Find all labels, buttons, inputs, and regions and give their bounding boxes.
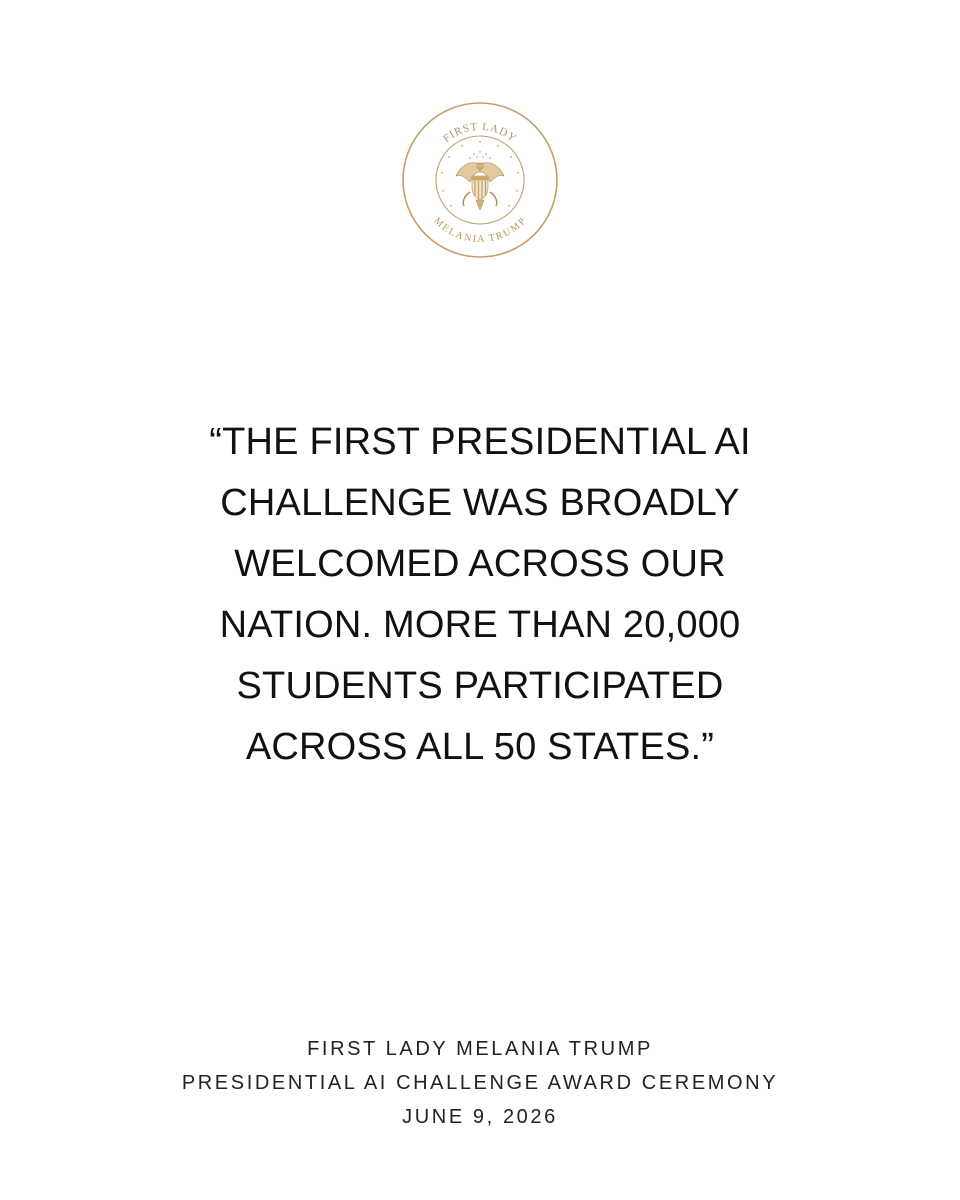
svg-text:★: ★ bbox=[447, 154, 451, 159]
quote-line: WELCOMED ACROSS OUR bbox=[234, 543, 726, 585]
attribution-event: PRESIDENTIAL AI CHALLENGE AWARD CEREMONY bbox=[181, 1072, 779, 1094]
seal-top-text: FIRST LADY bbox=[440, 120, 519, 146]
svg-text:★: ★ bbox=[478, 139, 482, 144]
first-lady-seal bbox=[400, 100, 560, 260]
attribution-name: FIRST LADY MELANIA TRUMP bbox=[307, 1038, 653, 1060]
svg-text:★: ★ bbox=[449, 203, 453, 208]
svg-text:★: ★ bbox=[515, 188, 519, 193]
quote-line: “THE FIRST PRESIDENTIAL AI bbox=[209, 421, 751, 463]
svg-text:★: ★ bbox=[509, 154, 513, 159]
attribution-date: JUNE 9, 2026 bbox=[402, 1106, 558, 1128]
seal-bottom-text: MELANIA TRUMP bbox=[431, 215, 529, 246]
svg-text:★: ★ bbox=[516, 170, 520, 175]
svg-text:★: ★ bbox=[496, 143, 500, 148]
svg-text:★: ★ bbox=[441, 188, 445, 193]
svg-text:★: ★ bbox=[507, 203, 511, 208]
attribution bbox=[80, 1032, 880, 1134]
svg-text:★: ★ bbox=[460, 143, 464, 148]
quote-line: NATION. MORE THAN 20,000 bbox=[219, 604, 741, 646]
presidential-eagle-seal-icon bbox=[456, 151, 504, 210]
quote-line: CHALLENGE WAS BROADLY bbox=[220, 482, 740, 524]
quote-line: STUDENTS PARTICIPATED bbox=[236, 665, 724, 707]
quote-line: ACROSS ALL 50 STATES.” bbox=[245, 726, 715, 768]
quote-text bbox=[80, 412, 880, 778]
svg-text:★: ★ bbox=[440, 170, 444, 175]
